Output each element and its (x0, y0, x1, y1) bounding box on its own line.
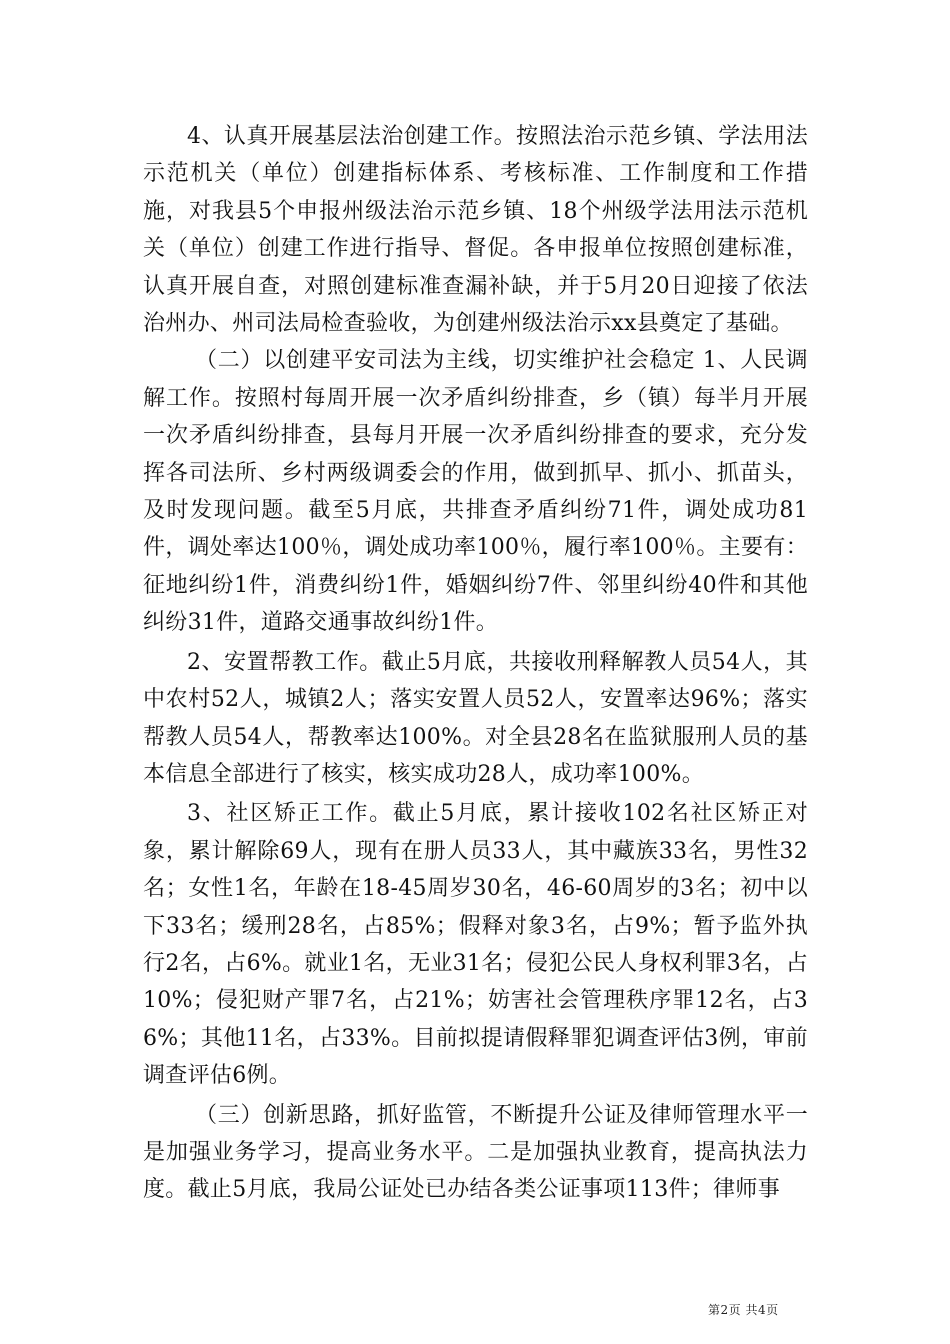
paragraph-section-two-mediation: （二）以创建平安司法为主线，切实维护社会稳定 1、人民调解工作。按照村每周开展一次矛盾纠纷排查，乡（镇）每半月开展一次矛盾纠纷排查，县每月开展一次矛盾纠纷排查的要求，充分发挥各司法所、乡村两级调委会的作用，做到抓早、抓小、抓苗头，及时发现问题。截至5月底，共排查矛盾纠纷71件，调处成功81件，调处率达100％，调处成功率100％，履行率100％。主要有：征地纠纷1件，消费纠纷1件，婚姻纠纷7件、邻里纠纷40件和其他纠纷31件，道路交通事故纠纷1件。 (143, 348, 809, 636)
paragraph-resettlement: 2、安置帮教工作。截止5月底，共接收刑释解教人员54人，其中农村52人，城镇2人；落实安置人员52人，安置率达96%；落实帮教人员54人，帮教率达100%。对全县28名在监狱服刑人员的基本信息全部进行了核实，核实成功28人，成功率100%。 (143, 649, 808, 787)
paragraph-section-three-notary: （三）创新思路，抓好监管，不断提升公证及律师管理水平一是加强业务学习，提高业务水平。二是加强执业教育，提高执法力度。截止5月底，我局公证处已办结各类公证事项113件；律师事 (143, 1102, 808, 1203)
document-body (143, 118, 808, 1209)
page-number-footer: 第2页 共4页 (708, 1303, 779, 1317)
paragraph-community-correction: 3、社区矫正工作。截止5月底，累计接收102名社区矫正对象，累计解除69人，现有在册人员33人，其中藏族33名，男性32名；女性1名，年龄在18-45周岁30名，46-60周岁的3名；初中以下33名；缓刑28名，占85%；假释对象3名，占9%；暂予监外执行2名，占6%。就业1名，无业31名；侵犯公民人身权利罪3名，占10%；侵犯财产罪7名，占21%；妨害社会管理秩序罪12名，占36%；其他11名，占33%。目前拟提请假释罪犯调查评估3例，审前调查评估6例。 (143, 801, 808, 1089)
paragraph-grassroots-rule-of-law: 4、认真开展基层法治创建工作。按照法治示范乡镇、学法用法示范机关（单位）创建指标体系、考核标准、工作制度和工作措施，对我县5个申报州级法治示范乡镇、18个州级学法用法示范机关（单位）创建工作进行指导、督促。各申报单位按照创建标准，认真开展自查，对照创建标准查漏补缺，并于5月20日迎接了依法治州办、州司法局检查验收，为创建州级法治示xx县奠定了基础。 (143, 124, 808, 337)
